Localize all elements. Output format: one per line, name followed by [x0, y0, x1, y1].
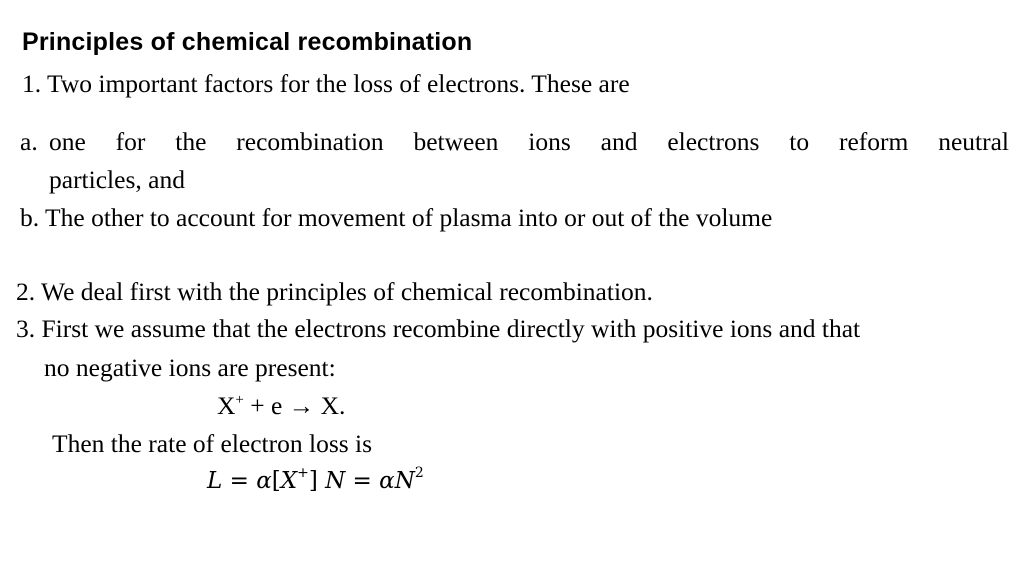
point-1-number: 1.: [22, 69, 42, 98]
reaction-species: X: [217, 391, 236, 420]
point-1a-line-2: particles, and: [49, 165, 185, 194]
point-1b: [20, 203, 772, 233]
point-3-line-1: First we assume that the electrons recombine directly with positive ions and that: [41, 314, 861, 343]
reaction-rest: + e → X.: [243, 391, 346, 420]
eq-equals-1: =: [222, 468, 257, 494]
eq-alpha-2: α: [379, 468, 395, 494]
point-2-text: We deal first with the principles of chemical recombination.: [41, 277, 653, 306]
eq-alpha-1: α: [256, 468, 272, 494]
rate-equation: [207, 466, 424, 496]
point-2-number: 2.: [16, 277, 36, 306]
point-1b-number: b.: [20, 203, 40, 232]
point-1a-line-1: one for the recombination between ions and electrons to reform neutral: [49, 127, 1009, 156]
eq-bracket-open: [: [271, 468, 281, 494]
eq-lhs: L: [207, 468, 223, 494]
eq-exponent: 2: [414, 465, 424, 481]
point-3-line-2: no negative ions are present:: [44, 353, 336, 382]
point-1-text: Two important factors for the loss of electrons. These are: [47, 69, 630, 98]
slide-title: Principles of chemical recombination: [22, 28, 473, 56]
point-1a-number: a.: [20, 127, 38, 156]
point-1b-text: The other to account for movement of plasma into or out of the volume: [45, 203, 773, 232]
point-3-number: 3.: [16, 314, 36, 343]
point-3: [16, 314, 860, 344]
eq-n-2: N: [394, 468, 415, 494]
point-2: [16, 277, 653, 307]
eq-charge: +: [297, 465, 309, 481]
point-1: [22, 69, 630, 99]
rate-intro: Then the rate of electron loss is: [52, 429, 373, 458]
eq-bracket-close: ]: [308, 468, 318, 494]
eq-equals-2: =: [345, 468, 380, 494]
eq-species: X: [280, 468, 298, 494]
reaction-equation: [217, 391, 345, 421]
reaction-charge: +: [235, 392, 244, 408]
eq-n-1: N: [317, 468, 346, 494]
